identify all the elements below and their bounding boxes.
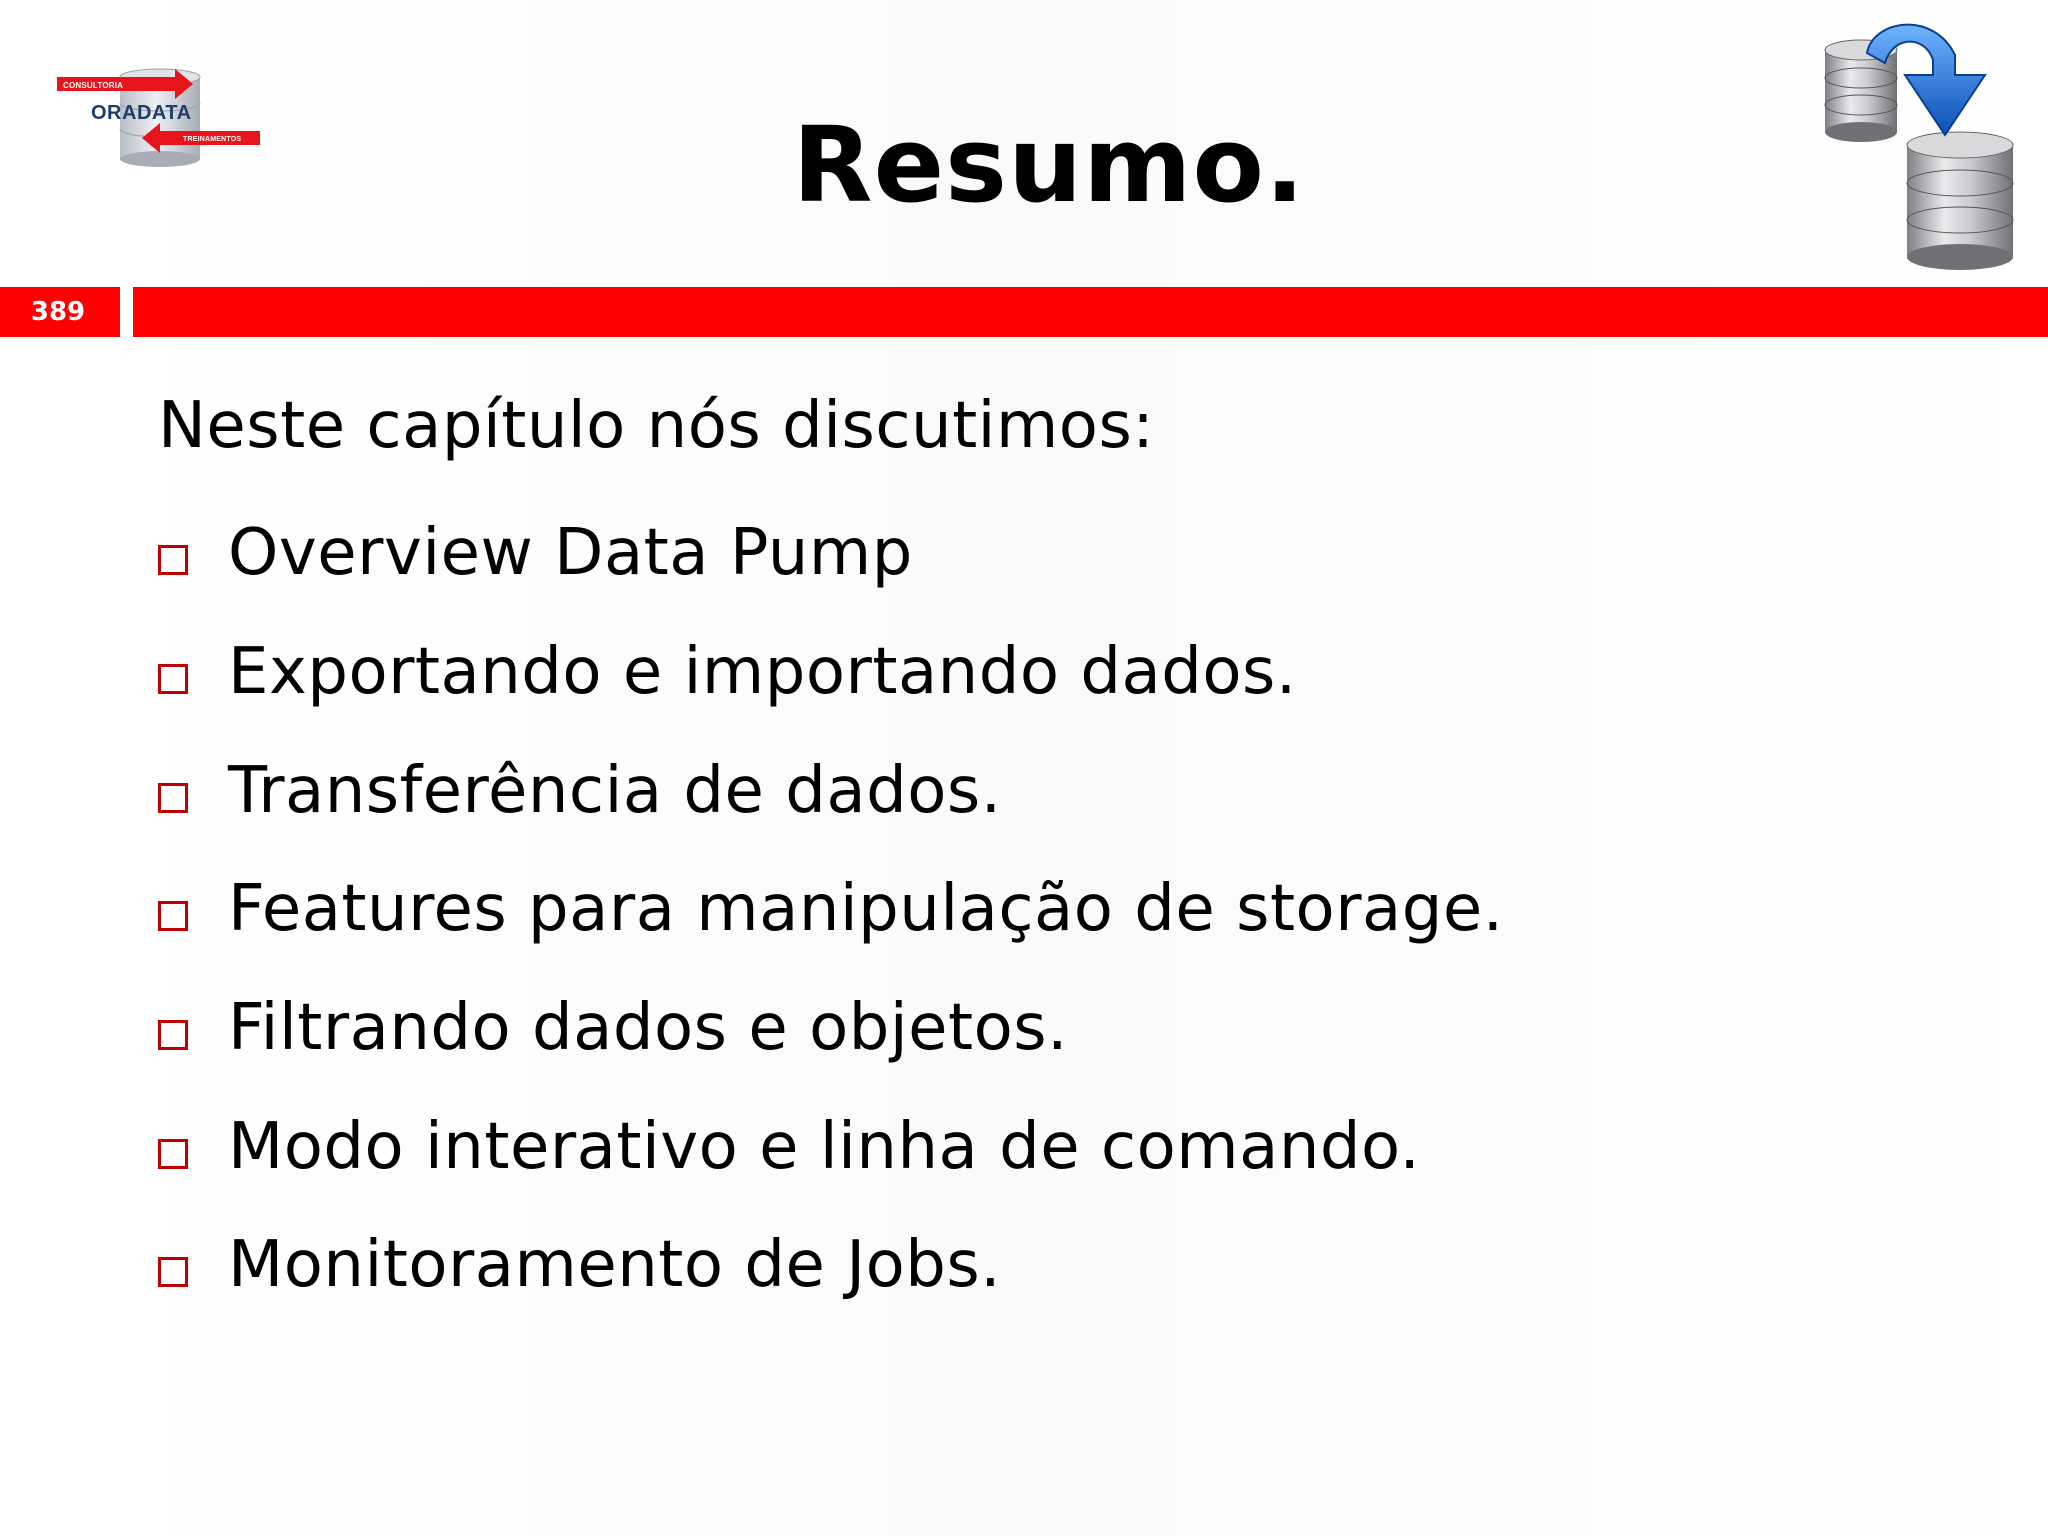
list-item xyxy=(158,1206,1504,1325)
list-item xyxy=(158,731,1504,850)
list-item xyxy=(158,494,1504,613)
list-item xyxy=(158,850,1504,969)
slide-title: Resumo. xyxy=(792,104,1306,226)
header-red-band xyxy=(133,287,2048,337)
database-transfer-icon xyxy=(1815,15,2035,270)
bullet-text: Transferência de dados. xyxy=(228,753,1002,828)
square-outline-icon xyxy=(158,1257,188,1287)
square-outline-icon xyxy=(158,664,188,694)
bullet-text: Filtrando dados e objetos. xyxy=(228,991,1068,1066)
square-outline-icon xyxy=(158,1020,188,1050)
bullet-text: Monitoramento de Jobs. xyxy=(228,1228,1002,1303)
large-database-stack xyxy=(1907,132,2013,270)
bullet-text: Features para manipulação de storage. xyxy=(228,872,1504,947)
list-item xyxy=(158,969,1504,1088)
square-outline-icon xyxy=(158,783,188,813)
square-outline-icon xyxy=(158,901,188,931)
bullet-text: Exportando e importando dados. xyxy=(228,635,1297,710)
bullet-text: Overview Data Pump xyxy=(228,516,913,591)
logo-top-label: CONSULTORIA xyxy=(63,81,124,90)
logo-bottom-label: TREINAMENTOS xyxy=(183,136,242,143)
bullet-text: Modo interativo e linha de comando. xyxy=(228,1109,1421,1184)
square-outline-icon xyxy=(158,545,188,575)
page-number: 389 xyxy=(0,287,120,337)
bullet-list xyxy=(158,494,1504,1325)
list-item xyxy=(158,613,1504,732)
intro-text: Neste capítulo nós discutimos: xyxy=(158,389,1155,463)
square-outline-icon xyxy=(158,1139,188,1169)
list-item xyxy=(158,1087,1504,1206)
logo-name: ORADATA xyxy=(91,102,192,124)
